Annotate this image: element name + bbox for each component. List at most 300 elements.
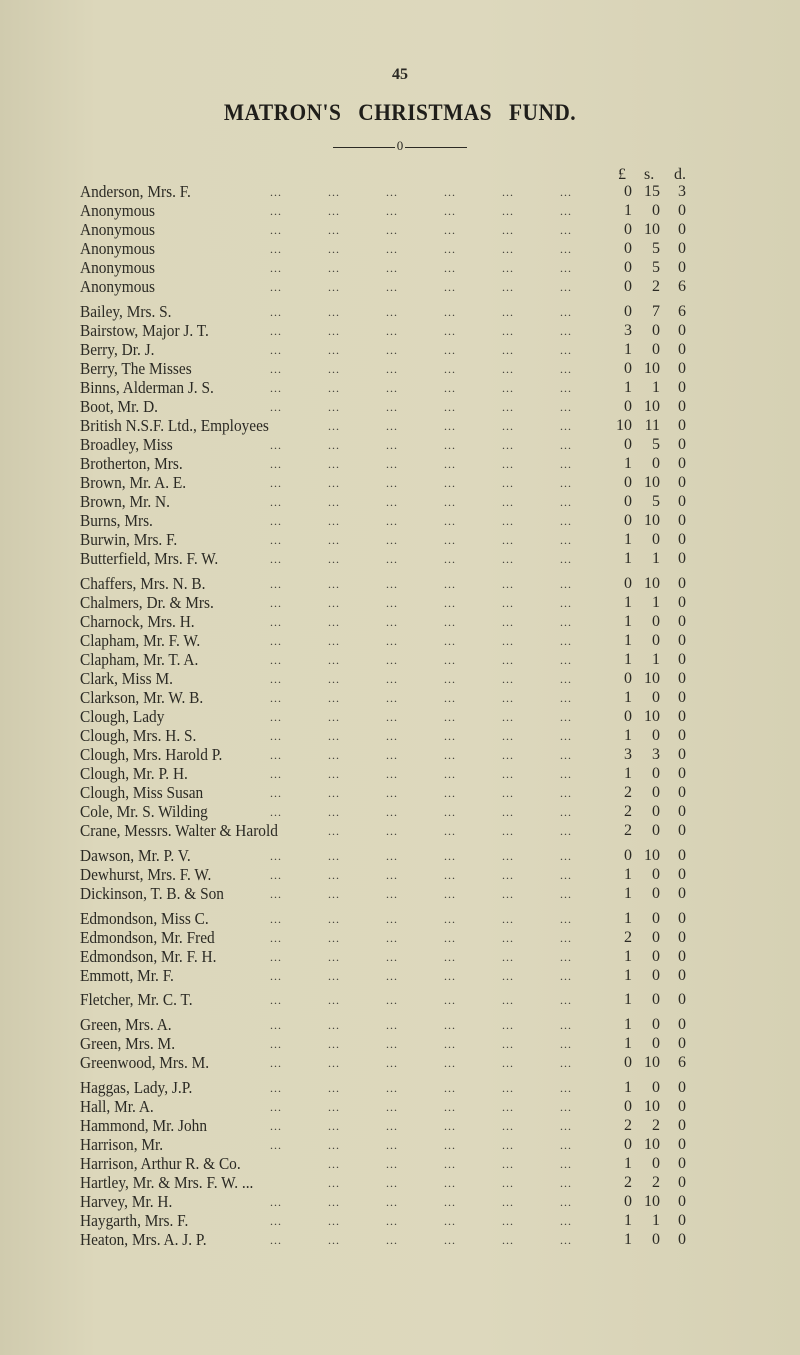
donor-name: Clough, Miss Susan	[80, 783, 204, 802]
shillings-amount: 2	[652, 1174, 660, 1191]
pence-amount: 0	[678, 727, 686, 744]
pence-amount: 0	[678, 708, 686, 725]
donor-row	[0, 746, 800, 764]
shillings-amount: 15	[644, 183, 660, 200]
donor-row	[0, 303, 800, 321]
shillings-amount: 0	[652, 991, 660, 1008]
pounds-amount: 1	[624, 1155, 632, 1172]
pence-amount: 0	[678, 929, 686, 946]
pounds-amount: 0	[624, 474, 632, 491]
donor-row	[0, 1054, 800, 1072]
donor-name: Clough, Mrs. Harold P.	[80, 745, 223, 764]
donor-name: Brotherton, Mrs.	[80, 454, 183, 473]
leader-dots: ... ... ... ... ... ...	[270, 634, 572, 648]
donor-row	[0, 398, 800, 416]
donor-row	[0, 594, 800, 612]
leader-dots: ... ... ... ... ... ...	[270, 993, 572, 1007]
pence-amount: 0	[678, 784, 686, 801]
donor-row	[0, 727, 800, 745]
shillings-amount: 10	[644, 1054, 660, 1071]
pence-amount: 0	[678, 1212, 686, 1229]
donor-row	[0, 531, 800, 549]
shillings-amount: 0	[652, 689, 660, 706]
shillings-amount: 0	[652, 202, 660, 219]
pounds-amount: 1	[624, 1035, 632, 1052]
pounds-amount: 1	[624, 948, 632, 965]
donor-row	[0, 689, 800, 707]
shillings-amount: 10	[644, 1136, 660, 1153]
pence-amount: 0	[678, 417, 686, 434]
pence-amount: 0	[678, 360, 686, 377]
donor-name: Clough, Mrs. H. S.	[80, 726, 197, 745]
donor-row	[0, 967, 800, 985]
pounds-amount: 0	[624, 493, 632, 510]
leader-dots: ... ... ... ... ... ...	[270, 868, 572, 882]
donor-name: Heaton, Mrs. A. J. P.	[80, 1230, 207, 1249]
donor-name: Dewhurst, Mrs. F. W.	[80, 865, 212, 884]
donor-name: British N.S.F. Ltd., Employees	[80, 416, 269, 435]
donor-name: Anonymous	[80, 277, 156, 296]
leader-dots: ... ... ... ... ... ...	[270, 912, 572, 926]
pounds-amount: 1	[624, 202, 632, 219]
pounds-amount: 2	[624, 929, 632, 946]
leader-dots: ... ... ... ... ... ...	[270, 495, 572, 509]
donor-row	[0, 765, 800, 783]
shillings-amount: 3	[652, 746, 660, 763]
pounds-amount: 0	[624, 1136, 632, 1153]
donor-name: Emmott, Mr. F.	[80, 966, 174, 985]
donor-name: Haggas, Lady, J.P.	[80, 1078, 193, 1097]
donor-row	[0, 708, 800, 726]
leader-dots: ... ... ... ... ... ...	[270, 1119, 572, 1133]
leader-dots: ... ... ... ... ... ...	[270, 767, 572, 781]
divider-rule-left	[333, 147, 395, 148]
shillings-amount: 10	[644, 474, 660, 491]
leader-dots: ... ... ... ... ... ...	[270, 457, 572, 471]
donor-row	[0, 278, 800, 296]
pounds-amount: 2	[624, 1174, 632, 1191]
pence-amount: 0	[678, 436, 686, 453]
shillings-amount: 10	[644, 221, 660, 238]
donor-row	[0, 1212, 800, 1230]
shillings-amount: 0	[652, 1035, 660, 1052]
shillings-amount: 0	[652, 341, 660, 358]
leader-dots: ... ... ... ... ... ...	[270, 1195, 572, 1209]
pounds-amount: 0	[624, 847, 632, 864]
pence-amount: 0	[678, 398, 686, 415]
leader-dots: ... ... ... ... ... ...	[270, 596, 572, 610]
pounds-header: £	[618, 166, 626, 183]
pence-amount: 0	[678, 746, 686, 763]
pounds-amount: 1	[624, 1016, 632, 1033]
page-title	[28, 100, 772, 126]
shillings-amount: 5	[652, 436, 660, 453]
shillings-amount: 10	[644, 1098, 660, 1115]
pence-amount: 0	[678, 670, 686, 687]
pounds-amount: 1	[624, 765, 632, 782]
donor-name: Chaffers, Mrs. N. B.	[80, 574, 206, 593]
shillings-amount: 1	[652, 594, 660, 611]
pence-amount: 0	[678, 240, 686, 257]
pence-amount: 0	[678, 379, 686, 396]
donor-name: Boot, Mr. D.	[80, 397, 159, 416]
leader-dots: ... ... ... ... ... ...	[270, 710, 572, 724]
donor-name: Berry, The Misses	[80, 359, 192, 378]
donor-row	[0, 240, 800, 258]
leader-dots: ... ... ... ... ... ...	[270, 1214, 572, 1228]
pounds-amount: 2	[624, 1117, 632, 1134]
pence-amount: 0	[678, 1035, 686, 1052]
pounds-amount: 1	[624, 594, 632, 611]
donor-name: Edmondson, Mr. F. H.	[80, 947, 217, 966]
shillings-amount: 10	[644, 512, 660, 529]
donor-name: Anonymous	[80, 258, 156, 277]
pence-amount: 0	[678, 910, 686, 927]
title-word: MATRON'S	[223, 100, 342, 125]
donor-name: Clapham, Mr. F. W.	[80, 631, 201, 650]
leader-dots: ... ... ... ... ... ...	[270, 969, 572, 983]
donor-name: Anonymous	[80, 201, 156, 220]
pence-amount: 0	[678, 221, 686, 238]
title-word: CHRISTMAS	[358, 100, 493, 125]
shillings-amount: 5	[652, 259, 660, 276]
leader-dots: ... ... ... ... ... ...	[270, 691, 572, 705]
donor-row	[0, 183, 800, 201]
pounds-amount: 0	[624, 512, 632, 529]
pounds-amount: 0	[624, 303, 632, 320]
leader-dots: ... ... ... ... ... ...	[270, 1081, 572, 1095]
donor-row	[0, 1174, 800, 1192]
pence-amount: 0	[678, 341, 686, 358]
pounds-amount: 0	[624, 670, 632, 687]
pence-amount: 0	[678, 991, 686, 1008]
pence-amount: 0	[678, 531, 686, 548]
pence-amount: 0	[678, 1174, 686, 1191]
leader-dots: ... ... ... ... ...	[328, 1157, 572, 1171]
pence-amount: 0	[678, 575, 686, 592]
donor-row	[0, 550, 800, 568]
pence-amount: 0	[678, 1117, 686, 1134]
leader-dots: ... ... ... ... ... ...	[270, 514, 572, 528]
donor-row	[0, 322, 800, 340]
pounds-amount: 1	[624, 866, 632, 883]
pounds-amount: 1	[624, 651, 632, 668]
donor-name: Burwin, Mrs. F.	[80, 530, 178, 549]
pence-amount: 0	[678, 651, 686, 668]
donor-name: Crane, Messrs. Walter & Harold	[80, 821, 278, 840]
donor-name: Clark, Miss M.	[80, 669, 173, 688]
leader-dots: ... ... ... ... ... ...	[270, 305, 572, 319]
donor-name: Fletcher, Mr. C. T.	[80, 990, 193, 1009]
pounds-amount: 1	[624, 689, 632, 706]
pounds-amount: 0	[624, 708, 632, 725]
leader-dots: ... ... ... ... ... ...	[270, 849, 572, 863]
shillings-amount: 0	[652, 531, 660, 548]
pounds-amount: 0	[624, 436, 632, 453]
title-divider	[0, 138, 800, 154]
donor-name: Charnock, Mrs. H.	[80, 612, 195, 631]
leader-dots: ... ... ... ... ... ...	[270, 400, 572, 414]
donor-row	[0, 341, 800, 359]
pounds-amount: 0	[624, 575, 632, 592]
donor-name: Clough, Mr. P. H.	[80, 764, 188, 783]
pence-amount: 0	[678, 1193, 686, 1210]
donor-name: Hammond, Mr. John	[80, 1116, 208, 1135]
shillings-amount: 10	[644, 398, 660, 415]
donor-row	[0, 885, 800, 903]
pounds-amount: 1	[624, 341, 632, 358]
pounds-amount: 1	[624, 910, 632, 927]
leader-dots: ... ... ... ... ... ...	[270, 615, 572, 629]
donor-row	[0, 1193, 800, 1211]
pounds-amount: 0	[624, 221, 632, 238]
pounds-amount: 1	[624, 967, 632, 984]
pence-amount: 0	[678, 803, 686, 820]
leader-dots: ... ... ... ... ... ...	[270, 786, 572, 800]
shillings-amount: 10	[644, 360, 660, 377]
donor-row	[0, 1016, 800, 1034]
shillings-amount: 0	[652, 1016, 660, 1033]
donor-row	[0, 866, 800, 884]
donor-row	[0, 474, 800, 492]
leader-dots: ... ... ... ... ... ...	[270, 887, 572, 901]
donor-name: Harrison, Arthur R. & Co.	[80, 1154, 241, 1173]
pence-amount: 0	[678, 765, 686, 782]
shillings-amount: 5	[652, 493, 660, 510]
shillings-amount: 0	[652, 967, 660, 984]
donor-name: Dickinson, T. B. & Son	[80, 884, 224, 903]
pence-amount: 0	[678, 689, 686, 706]
donor-name: Green, Mrs. M.	[80, 1034, 176, 1053]
leader-dots: ... ... ... ... ... ...	[270, 748, 572, 762]
pence-amount: 6	[678, 278, 686, 295]
leader-dots: ... ... ... ... ... ...	[270, 533, 572, 547]
donor-row	[0, 822, 800, 840]
shillings-amount: 1	[652, 550, 660, 567]
leader-dots: ... ... ... ... ... ...	[270, 552, 572, 566]
donor-name: Harvey, Mr. H.	[80, 1192, 173, 1211]
shillings-amount: 7	[652, 303, 660, 320]
leader-dots: ... ... ... ... ... ...	[270, 729, 572, 743]
donor-row	[0, 613, 800, 631]
shillings-amount: 0	[652, 885, 660, 902]
pence-amount: 0	[678, 493, 686, 510]
donor-row	[0, 651, 800, 669]
pence-amount: 0	[678, 822, 686, 839]
pence-amount: 0	[678, 948, 686, 965]
donor-name: Clarkson, Mr. W. B.	[80, 688, 204, 707]
pounds-amount: 0	[624, 1193, 632, 1210]
leader-dots: ... ... ... ... ... ...	[270, 931, 572, 945]
donor-row	[0, 379, 800, 397]
donor-row	[0, 202, 800, 220]
title-word: FUND.	[508, 100, 577, 125]
donor-row	[0, 910, 800, 928]
pence-amount: 6	[678, 303, 686, 320]
leader-dots: ... ... ... ... ... ...	[270, 805, 572, 819]
leader-dots: ... ... ... ... ... ...	[270, 324, 572, 338]
donor-row	[0, 360, 800, 378]
pence-amount: 0	[678, 512, 686, 529]
pence-amount: 3	[678, 183, 686, 200]
donor-name: Cole, Mr. S. Wilding	[80, 802, 208, 821]
donor-name: Clapham, Mr. T. A.	[80, 650, 199, 669]
donor-row	[0, 784, 800, 802]
pounds-amount: 1	[624, 531, 632, 548]
pence-amount: 0	[678, 1155, 686, 1172]
donor-row	[0, 575, 800, 593]
pounds-amount: 0	[624, 1098, 632, 1115]
pence-amount: 0	[678, 1079, 686, 1096]
donor-row	[0, 1117, 800, 1135]
pence-amount: 0	[678, 455, 686, 472]
shillings-amount: 0	[652, 1231, 660, 1248]
shillings-amount: 0	[652, 322, 660, 339]
pounds-amount: 1	[624, 455, 632, 472]
leader-dots: ... ... ... ... ... ...	[270, 1018, 572, 1032]
pence-amount: 0	[678, 1136, 686, 1153]
donor-name: Harrison, Mr.	[80, 1135, 164, 1154]
leader-dots: ... ... ... ... ... ...	[270, 204, 572, 218]
leader-dots: ... ... ... ... ... ...	[270, 362, 572, 376]
leader-dots: ... ... ... ... ... ...	[270, 261, 572, 275]
pounds-amount: 1	[624, 885, 632, 902]
donor-row	[0, 803, 800, 821]
donor-row	[0, 632, 800, 650]
pounds-amount: 0	[624, 183, 632, 200]
leader-dots: ... ... ... ... ... ...	[270, 1037, 572, 1051]
donor-row	[0, 1079, 800, 1097]
pounds-amount: 2	[624, 784, 632, 801]
pounds-amount: 1	[624, 1231, 632, 1248]
shillings-amount: 0	[652, 765, 660, 782]
pounds-amount: 0	[624, 398, 632, 415]
donor-name: Brown, Mr. A. E.	[80, 473, 187, 492]
pence-amount: 0	[678, 1098, 686, 1115]
donor-row	[0, 847, 800, 865]
shillings-amount: 1	[652, 1212, 660, 1229]
shillings-amount: 0	[652, 1079, 660, 1096]
donor-row	[0, 417, 800, 435]
pounds-amount: 1	[624, 632, 632, 649]
donor-name: Clough, Lady	[80, 707, 165, 726]
pence-amount: 0	[678, 885, 686, 902]
leader-dots: ... ... ... ... ... ...	[270, 185, 572, 199]
donor-row	[0, 929, 800, 947]
pence-amount: 0	[678, 259, 686, 276]
pence-amount: 0	[678, 632, 686, 649]
pounds-amount: 2	[624, 822, 632, 839]
pounds-amount: 10	[616, 417, 632, 434]
donor-name: Anonymous	[80, 239, 156, 258]
pounds-amount: 3	[624, 322, 632, 339]
donor-row	[0, 512, 800, 530]
pounds-amount: 0	[624, 360, 632, 377]
shillings-amount: 0	[652, 727, 660, 744]
shillings-amount: 2	[652, 278, 660, 295]
donor-name: Edmondson, Miss C.	[80, 909, 209, 928]
leader-dots: ... ... ... ... ... ...	[270, 381, 572, 395]
shillings-header: s.	[644, 166, 655, 183]
leader-dots: ... ... ... ... ... ...	[270, 1233, 572, 1247]
shillings-amount: 1	[652, 651, 660, 668]
pounds-amount: 1	[624, 550, 632, 567]
donor-row	[0, 1155, 800, 1173]
pounds-amount: 1	[624, 379, 632, 396]
donor-name: Dawson, Mr. P. V.	[80, 846, 191, 865]
pence-amount: 0	[678, 1231, 686, 1248]
donor-name: Binns, Alderman J. S.	[80, 378, 214, 397]
pence-amount: 0	[678, 866, 686, 883]
leader-dots: ... ... ... ... ... ...	[270, 1138, 572, 1152]
pence-amount: 0	[678, 967, 686, 984]
shillings-amount: 0	[652, 455, 660, 472]
pence-amount: 0	[678, 594, 686, 611]
leader-dots: ... ... ... ... ... ...	[270, 223, 572, 237]
pence-amount: 0	[678, 474, 686, 491]
donor-row	[0, 1136, 800, 1154]
donor-name: Hartley, Mr. & Mrs. F. W. ...	[80, 1173, 254, 1192]
shillings-amount: 0	[652, 948, 660, 965]
leader-dots: ... ... ... ... ... ...	[270, 242, 572, 256]
pounds-amount: 1	[624, 613, 632, 630]
donor-name: Brown, Mr. N.	[80, 492, 170, 511]
leader-dots: ... ... ... ... ... ...	[270, 343, 572, 357]
pounds-amount: 0	[624, 259, 632, 276]
donor-name: Butterfield, Mrs. F. W.	[80, 549, 219, 568]
donor-row	[0, 991, 800, 1009]
pounds-amount: 1	[624, 1079, 632, 1096]
leader-dots: ... ... ... ... ... ...	[270, 280, 572, 294]
leader-dots: ... ... ... ... ... ...	[270, 1100, 572, 1114]
page-number: 45	[392, 66, 408, 83]
donor-name: Berry, Dr. J.	[80, 340, 155, 359]
donor-row	[0, 948, 800, 966]
pounds-amount: 1	[624, 1212, 632, 1229]
pounds-amount: 1	[624, 727, 632, 744]
pounds-amount: 2	[624, 803, 632, 820]
donor-name: Anderson, Mrs. F.	[80, 182, 191, 201]
pence-amount: 0	[678, 550, 686, 567]
leader-dots: ... ... ... ... ... ...	[270, 672, 572, 686]
shillings-amount: 10	[644, 670, 660, 687]
shillings-amount: 1	[652, 379, 660, 396]
pounds-amount: 0	[624, 278, 632, 295]
donor-name: Hall, Mr. A.	[80, 1097, 154, 1116]
donor-row	[0, 493, 800, 511]
pence-header: d.	[674, 166, 686, 183]
pence-amount: 0	[678, 847, 686, 864]
divider-glyph: 0	[396, 138, 404, 153]
donor-name: Edmondson, Mr. Fred	[80, 928, 215, 947]
shillings-amount: 5	[652, 240, 660, 257]
shillings-amount: 10	[644, 847, 660, 864]
leader-dots: ... ... ... ... ...	[328, 1176, 572, 1190]
donor-name: Bailey, Mrs. S.	[80, 302, 172, 321]
leader-dots: ... ... ... ... ... ...	[270, 577, 572, 591]
donor-row	[0, 670, 800, 688]
shillings-amount: 0	[652, 784, 660, 801]
donor-name: Chalmers, Dr. & Mrs.	[80, 593, 214, 612]
shillings-amount: 10	[644, 575, 660, 592]
donor-row	[0, 1231, 800, 1249]
shillings-amount: 0	[652, 1155, 660, 1172]
pence-amount: 0	[678, 613, 686, 630]
donor-name: Haygarth, Mrs. F.	[80, 1211, 189, 1230]
pounds-amount: 0	[624, 240, 632, 257]
shillings-amount: 10	[644, 1193, 660, 1210]
shillings-amount: 11	[644, 417, 660, 434]
